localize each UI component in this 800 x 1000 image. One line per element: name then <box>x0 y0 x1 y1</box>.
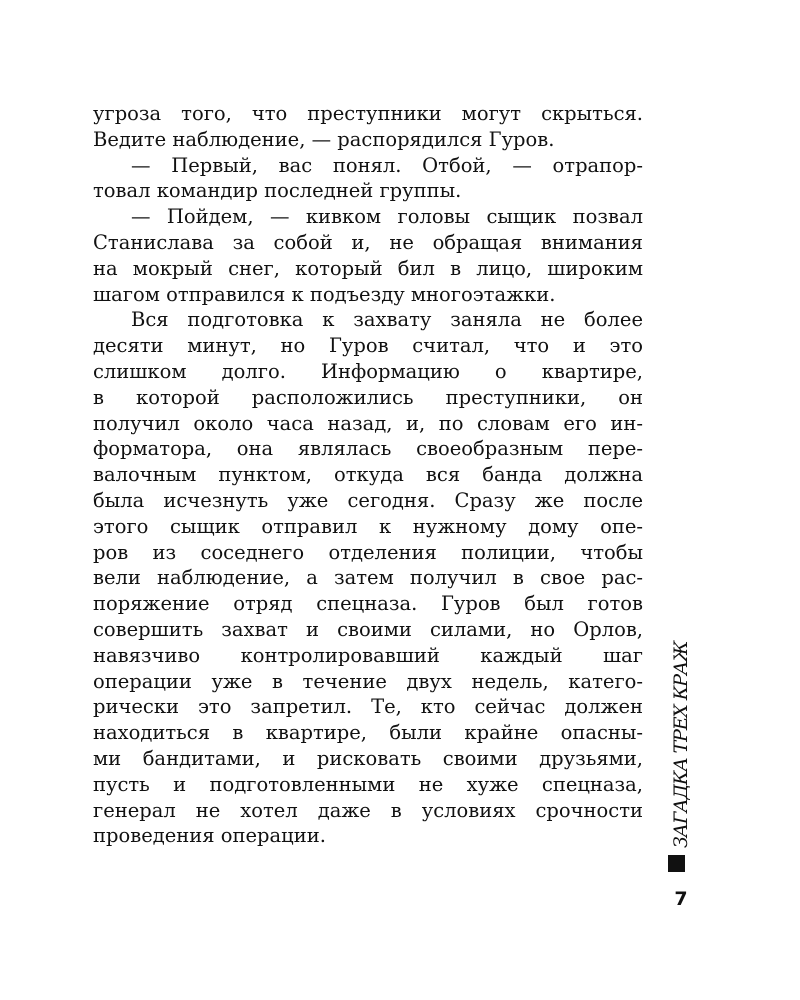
text-line: вели наблюдение, а затем получил в свое рас- <box>93 566 643 590</box>
text-line: получил около часа назад, и, по словам его ин- <box>93 411 643 435</box>
section-marker-square <box>668 855 685 872</box>
text-line: поряжение отряд спецназа. Гуров был готов <box>93 592 643 616</box>
text-line: ров из соседнего отделения полиции, чтобы <box>93 540 643 564</box>
text-line: десяти минут, но Гуров считал, что и это <box>93 334 643 358</box>
running-title <box>656 638 696 850</box>
text-line: Станислава за собой и, не обращая внимания <box>93 230 643 254</box>
text-line: находиться в квартире, были крайне опасны- <box>93 721 643 745</box>
text-line: угроза того, что преступники могут скрыться. <box>93 102 643 125</box>
text-line: — Первый, вас понял. Отбой, — отрапор- <box>131 153 643 177</box>
text-line: шагом отправился к подъезду многоэтажки. <box>93 282 556 306</box>
text-line: операции уже в течение двух недель, катего- <box>93 669 643 693</box>
text-line: совершить захват и своими силами, но Орлов, <box>93 617 643 641</box>
running-title-text: ЗАГАДКА ТРЕХ КРАЖ <box>670 640 692 848</box>
text-line: рически это запретил. Те, кто сейчас должен <box>93 695 643 719</box>
text-line: — Пойдем, — кивком головы сыщик позвал <box>131 205 643 229</box>
body-text <box>93 101 643 849</box>
text-line: навязчиво контролировавший каждый шаг <box>93 643 643 667</box>
text-line: была исчезнуть уже сегодня. Сразу же после <box>93 488 643 512</box>
text-line: генерал не хотел даже в условиях срочности <box>93 798 643 822</box>
text-line: проведения операции. <box>93 824 326 848</box>
text-line: на мокрый снег, который бил в лицо, широким <box>93 256 643 280</box>
text-line: слишком долго. Информацию о квартире, <box>93 359 643 383</box>
text-line: форматора, она являлась своеобразным пере- <box>93 437 643 461</box>
text-line: в которой расположились преступники, он <box>93 385 643 409</box>
text-line: валочным пунктом, откуда вся банда должна <box>93 463 643 487</box>
text-line: Ведите наблюдение, — распорядился Гуров. <box>93 127 555 151</box>
text-line: товал командир последней группы. <box>93 179 462 203</box>
text-line: ми бандитами, и рисковать своими друзьями, <box>93 746 643 770</box>
text-line: этого сыщик отправил к нужному дому опе- <box>93 514 643 538</box>
text-line: пусть и подготовленными не хуже спецназа, <box>93 772 643 796</box>
text-line: Вся подготовка к захвату заняла не более <box>131 308 643 332</box>
page-number: 7 <box>674 888 688 910</box>
